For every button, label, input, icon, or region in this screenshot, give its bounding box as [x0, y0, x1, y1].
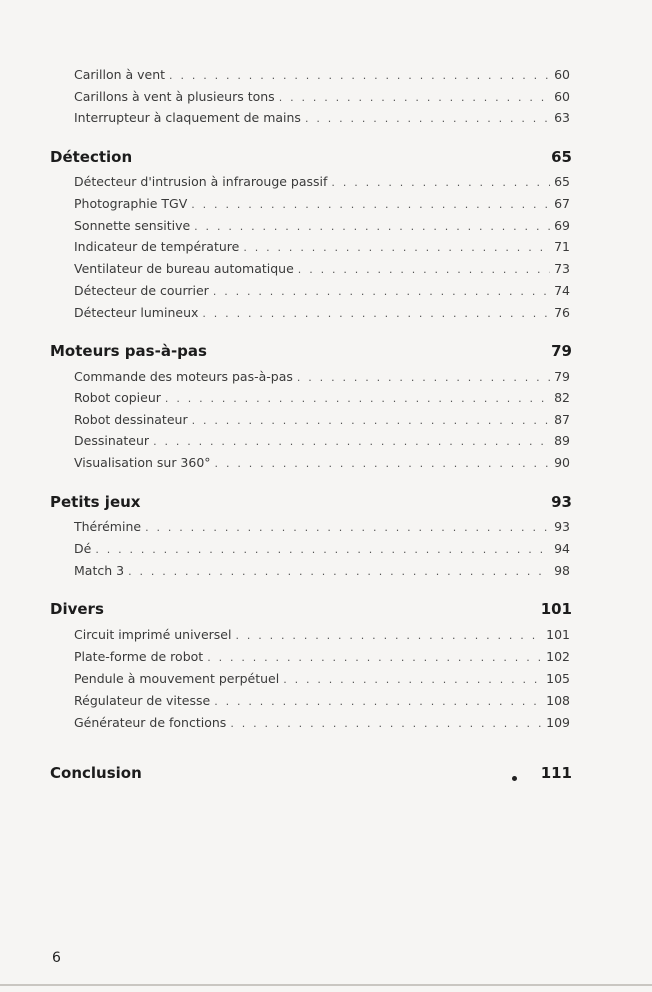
toc-entry[interactable]	[74, 671, 570, 688]
toc-entry[interactable]	[74, 627, 570, 644]
toc-entry[interactable]	[74, 218, 570, 235]
toc-entry[interactable]	[74, 110, 570, 127]
page-edge-divider	[0, 984, 652, 986]
toc-entry-title: Robot dessinateur	[74, 412, 188, 427]
toc-entry-title: Ventilateur de bureau automatique	[74, 261, 294, 276]
section-page: 111	[540, 764, 572, 782]
leader-dots	[191, 197, 550, 213]
toc-entry-page: 93	[554, 519, 570, 534]
toc-entry-title: Détecteur de courrier	[74, 283, 209, 298]
section-heading-misc[interactable]	[50, 599, 572, 619]
section-title: Détection	[50, 148, 133, 166]
toc-entry-page: 60	[554, 89, 570, 104]
leader-dots	[194, 219, 550, 235]
leader-dots	[202, 306, 550, 322]
toc-entry-page: 76	[554, 305, 570, 320]
toc-entry[interactable]	[74, 715, 570, 732]
leader-dots	[128, 564, 550, 580]
toc-entry-title: Robot copieur	[74, 390, 161, 405]
toc-entry-page: 69	[554, 218, 570, 233]
toc-entry[interactable]	[74, 563, 570, 580]
section-page: 65	[551, 148, 572, 166]
toc-entry-page: 67	[554, 196, 570, 211]
leader-dots	[165, 391, 550, 407]
toc-entry-page: 87	[554, 412, 570, 427]
toc-entry-title: Interrupteur à claquement de mains	[74, 110, 301, 125]
toc-entry-page: 63	[554, 110, 570, 125]
toc-entry-title: Thérémine	[74, 519, 142, 534]
leader-dots	[305, 111, 550, 127]
toc-entry-title: Photographie TGV	[74, 196, 188, 211]
toc-entry-page: 108	[546, 693, 570, 708]
section-heading-conclusion[interactable]	[50, 763, 572, 783]
leader-dots	[95, 542, 550, 558]
toc-entry[interactable]	[74, 196, 570, 213]
leader-dots	[279, 90, 550, 106]
toc-entry[interactable]	[74, 174, 570, 191]
section-page: 101	[540, 600, 572, 618]
section-heading-stepper-motors[interactable]	[50, 341, 572, 361]
leader-dots	[192, 413, 551, 429]
toc-entry-title: Pendule à mouvement perpétuel	[74, 671, 280, 686]
toc-entry-title: Match 3	[74, 563, 125, 578]
toc-entry[interactable]	[74, 390, 570, 407]
toc-entry-page: 90	[554, 455, 570, 470]
toc-entry[interactable]	[74, 89, 570, 106]
bullet-mark	[512, 776, 517, 781]
leader-dots	[243, 240, 550, 256]
leader-dots	[153, 434, 550, 450]
leader-dots	[169, 68, 550, 84]
toc-entry-page: 101	[546, 627, 570, 642]
toc-entry-title: Détecteur lumineux	[74, 305, 199, 320]
toc-entry[interactable]	[74, 693, 570, 710]
toc-entry[interactable]	[74, 412, 570, 429]
toc-entry-title: Circuit imprimé universel	[74, 627, 232, 642]
leader-dots	[297, 370, 550, 386]
toc-entry-page: 105	[546, 671, 570, 686]
toc-entry-page: 89	[554, 433, 570, 448]
toc-entry-page: 79	[554, 369, 570, 384]
toc-entry[interactable]	[74, 67, 570, 84]
toc-entry-page: 73	[554, 261, 570, 276]
page-number: 6	[52, 950, 61, 966]
leader-dots	[213, 284, 550, 300]
toc-entry-page: 102	[546, 649, 570, 664]
toc-entry-title: Détecteur d'intrusion à infrarouge passif	[74, 174, 328, 189]
toc-entry[interactable]	[74, 305, 570, 322]
toc-entry-page: 65	[554, 174, 570, 189]
toc-entry-title: Visualisation sur 360°	[74, 455, 211, 470]
leader-dots	[283, 672, 542, 688]
toc-entry-title: Carillons à vent à plusieurs tons	[74, 89, 275, 104]
leader-dots	[214, 694, 542, 710]
leader-dots	[331, 175, 550, 191]
section-page: 93	[551, 493, 572, 511]
toc-entry-page: 74	[554, 283, 570, 298]
leader-dots	[215, 456, 551, 472]
toc-entry-title: Commande des moteurs pas-à-pas	[74, 369, 293, 384]
toc-entry[interactable]	[74, 541, 570, 558]
toc-entry[interactable]	[74, 649, 570, 666]
toc-entry[interactable]	[74, 519, 570, 536]
section-title: Moteurs pas-à-pas	[50, 342, 207, 360]
toc-entry[interactable]	[74, 239, 570, 256]
toc-entry[interactable]	[74, 283, 570, 300]
toc-entry[interactable]	[74, 369, 570, 386]
leader-dots	[145, 520, 550, 536]
toc-entry[interactable]	[74, 455, 570, 472]
toc-entry-title: Sonnette sensitive	[74, 218, 191, 233]
toc-entry-title: Indicateur de température	[74, 239, 240, 254]
toc-entry-title: Plate-forme de robot	[74, 649, 204, 664]
section-heading-detection[interactable]	[50, 147, 572, 167]
toc-entry-page: 60	[554, 67, 570, 82]
leader-dots	[230, 716, 542, 732]
toc-entry-page: 109	[546, 715, 570, 730]
leader-dots	[235, 628, 542, 644]
toc-entry[interactable]	[74, 433, 570, 450]
section-title: Conclusion	[50, 764, 142, 782]
toc-entry-title: Carillon à vent	[74, 67, 166, 82]
toc-entry-title: Dessinateur	[74, 433, 150, 448]
section-page: 79	[551, 342, 572, 360]
toc-entry-page: 98	[554, 563, 570, 578]
section-title: Divers	[50, 600, 104, 618]
section-title: Petits jeux	[50, 493, 141, 511]
toc-entry-title: Dé	[74, 541, 92, 556]
toc-entry-title: Régulateur de vitesse	[74, 693, 211, 708]
toc-entry-page: 71	[554, 239, 570, 254]
toc-entry-title: Générateur de fonctions	[74, 715, 227, 730]
toc-entry-page: 94	[554, 541, 570, 556]
leader-dots	[298, 262, 550, 278]
toc-entry[interactable]	[74, 261, 570, 278]
leader-dots	[207, 650, 542, 666]
toc-entry-page: 82	[554, 390, 570, 405]
section-heading-small-games[interactable]	[50, 492, 572, 512]
